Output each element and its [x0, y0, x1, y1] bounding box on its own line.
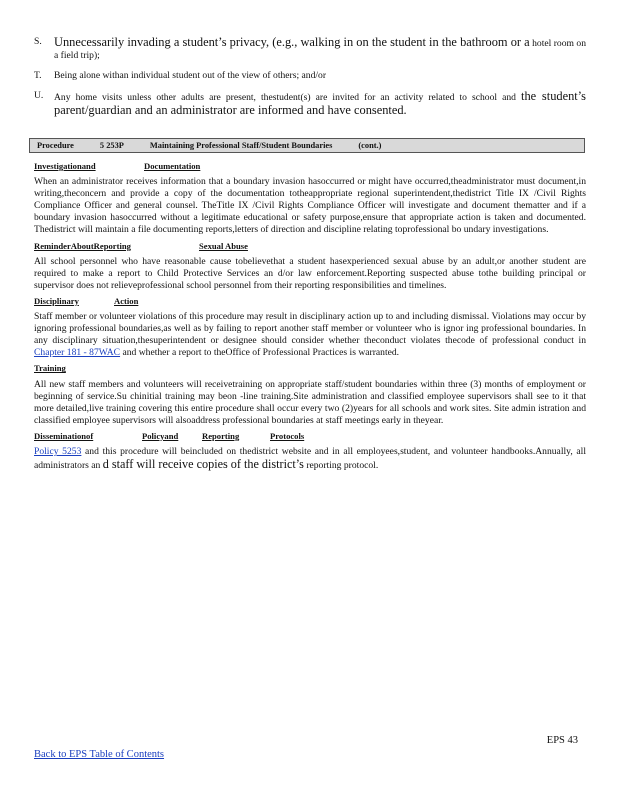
list-item-s — [34, 36, 586, 62]
page-number: EPS 43 — [546, 735, 578, 746]
list-text: Being alone withan individual student out of the view of others; and/or — [54, 70, 327, 81]
list-item-u — [34, 90, 586, 118]
section-text-investigation: When an administrator receives information that a boundary invasion hasoccurred or might have occurred,theadministrator must document,in writing,theconcern and provide a copy of the documentation totheappropriate regional superintendent,thedistrict Title IX /Civil Rights Compliance Officer and general counsel. TheTitle IX /Civil Rights Compliance Officer will investigate and document thematter and if a boundary invasion hasoccurred without a legitimate educational or safety purpose,ensure that appropriate action is taken and documented. Thedistrict will maintain a file documenting reports,letters of direction and discipline relating toprofessional bo undary investigations. — [34, 176, 586, 236]
section-text-reminder: All school personnel who have reasonable cause tobelievethat a student hasexperienced sexual abuse by an adult,or another student are required to make a report to Child Protective Services an d/or law enforcement.Reporting suspected abuse tothe building principal or supervisor does not relieveprofessional school personnel from their reporting responsibilities and timelines. — [34, 255, 586, 291]
list-letter: T. — [34, 70, 42, 81]
procedure-cont: (cont.) — [358, 141, 382, 150]
list-letter: U. — [34, 90, 44, 101]
section-text-dissemination: Policy 5253 and this procedure will beincluded on thedistrict website and in all employees,student, and volunteer handbooks.Annually, all administrators an d staff will receive copies of the district’s reporting protocol. — [34, 445, 586, 472]
section-text-disciplinary: Staff member or volunteer violations of this procedure may result in disciplinary action up to and including dismissal. Violations may occur by ignoring professional boundaries,as well as by failing to report another staff member or volunteer who is ignor ing professional boundaries. In any disciplinary situation,thesuperintendent or designee should consider whether theconduct violates thecode of professional conduct in Chapter 181 - 87WAC and whether a report to theOffice of Professional Practices is warranted. — [34, 311, 586, 359]
list-text: Any home visits unless other adults are present, thestudent(s) are invited for an activity related to school and — [54, 92, 516, 103]
procedure-content — [34, 160, 586, 475]
procedure-title: Maintaining Professional Staff/Student Boundaries — [149, 141, 333, 150]
chapter-wac-link[interactable]: Chapter 181 - 87WAC — [34, 347, 121, 359]
list-text-large: the student’s parent/guardian and an administrator are informed and have consented. — [54, 89, 586, 117]
section-heading-training: Training — [34, 363, 66, 374]
list-letter: S. — [34, 36, 42, 47]
section-heading-reminder: ReminderAboutReporting Sexual Abuse — [34, 240, 248, 251]
procedure-label: Procedure — [37, 141, 74, 150]
section-heading-disciplinary: Disciplinary Action — [34, 295, 139, 306]
list-text-large: Unnecessarily invading a student’s privacy, (e.g., walking in on the student in the bathroom or a — [54, 35, 530, 49]
procedure-number: 5 253P — [99, 141, 124, 150]
boundary-list — [34, 36, 586, 126]
section-heading-investigation: Investigationand Documentation — [34, 161, 201, 171]
section-heading-dissemination: Disseminationof Policyand Reporting Protocols — [34, 430, 305, 441]
section-text-training: All new staff members and volunteers will receivetraining on appropriate staff/student boundaries within three (3) months of employment or beginning of service.Su chinitial training may beon -line training.Site administration and classified employee supervisors shall see to it that more detailed,live training covering this entire procedure shall occur every two (2)years for all schools and work sites. Site admin istration and classified employee supervisors will alsoaddress professional boundaries at staff meetings early in theyear. — [34, 378, 586, 426]
back-to-toc-link[interactable]: Back to EPS Table of Contents — [34, 749, 165, 760]
list-text: hotel room on a field trip); — [54, 38, 586, 61]
procedure-header-bar — [29, 138, 585, 153]
list-item-t — [34, 70, 586, 82]
policy-5253-link[interactable]: Policy 5253 — [34, 445, 82, 457]
